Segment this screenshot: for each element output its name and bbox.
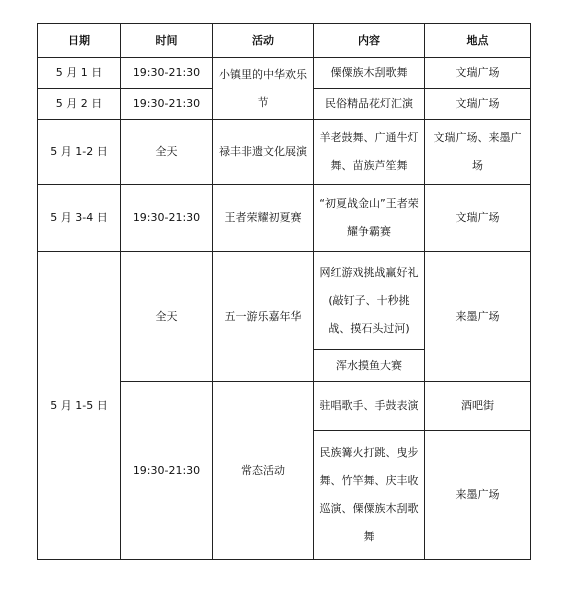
time-cell: 19:30-21:30 [121, 89, 213, 120]
content-cell: 民族篝火打跳、曳步舞、竹竿舞、庆丰收巡演、傈僳族木刮歌舞 [314, 431, 425, 560]
location-cell: 来墨广场 [425, 252, 531, 382]
time-cell: 19:30-21:30 [121, 185, 213, 252]
location-cell: 文瑞广场 [425, 89, 531, 120]
location-cell: 文瑞广场 [425, 185, 531, 252]
location-cell: 文瑞广场 [425, 58, 531, 89]
time-cell: 全天 [121, 120, 213, 185]
date-cell: 5 月 1 日 [38, 58, 121, 89]
activity-cell: 常态活动 [213, 382, 314, 560]
activity-cell: 小镇里的中华欢乐节 [213, 58, 314, 120]
content-cell: 网红游戏挑战赢好礼(敲钉子、十秒挑战、摸石头过河) [314, 252, 425, 350]
date-cell: 5 月 2 日 [38, 89, 121, 120]
activity-cell: 禄丰非遗文化展演 [213, 120, 314, 185]
header-location: 地点 [425, 24, 531, 58]
time-cell: 19:30-21:30 [121, 382, 213, 560]
content-cell: 民俗精品花灯汇演 [314, 89, 425, 120]
location-cell: 来墨广场 [425, 431, 531, 560]
time-cell: 19:30-21:30 [121, 58, 213, 89]
table-row [38, 185, 531, 252]
table-row [38, 252, 531, 350]
content-cell: “初夏战金山”王者荣耀争霸赛 [314, 185, 425, 252]
content-cell: 傈僳族木刮歌舞 [314, 58, 425, 89]
content-cell: 驻唱歌手、手鼓表演 [314, 382, 425, 431]
header-content: 内容 [314, 24, 425, 58]
content-cell: 浑水摸鱼大赛 [314, 350, 425, 382]
date-cell: 5 月 1-5 日 [38, 252, 121, 560]
date-cell: 5 月 3-4 日 [38, 185, 121, 252]
header-time: 时间 [121, 24, 213, 58]
time-cell: 全天 [121, 252, 213, 382]
table-header-row [38, 24, 531, 58]
location-cell: 文瑞广场、来墨广场 [425, 120, 531, 185]
header-activity: 活动 [213, 24, 314, 58]
table-row [38, 58, 531, 89]
date-cell: 5 月 1-2 日 [38, 120, 121, 185]
activity-cell: 王者荣耀初夏赛 [213, 185, 314, 252]
header-date: 日期 [38, 24, 121, 58]
activity-cell: 五一游乐嘉年华 [213, 252, 314, 382]
content-cell: 羊老鼓舞、广通牛灯舞、苗族芦笙舞 [314, 120, 425, 185]
location-cell: 酒吧街 [425, 382, 531, 431]
table-row [38, 120, 531, 185]
event-schedule-table [37, 23, 531, 560]
